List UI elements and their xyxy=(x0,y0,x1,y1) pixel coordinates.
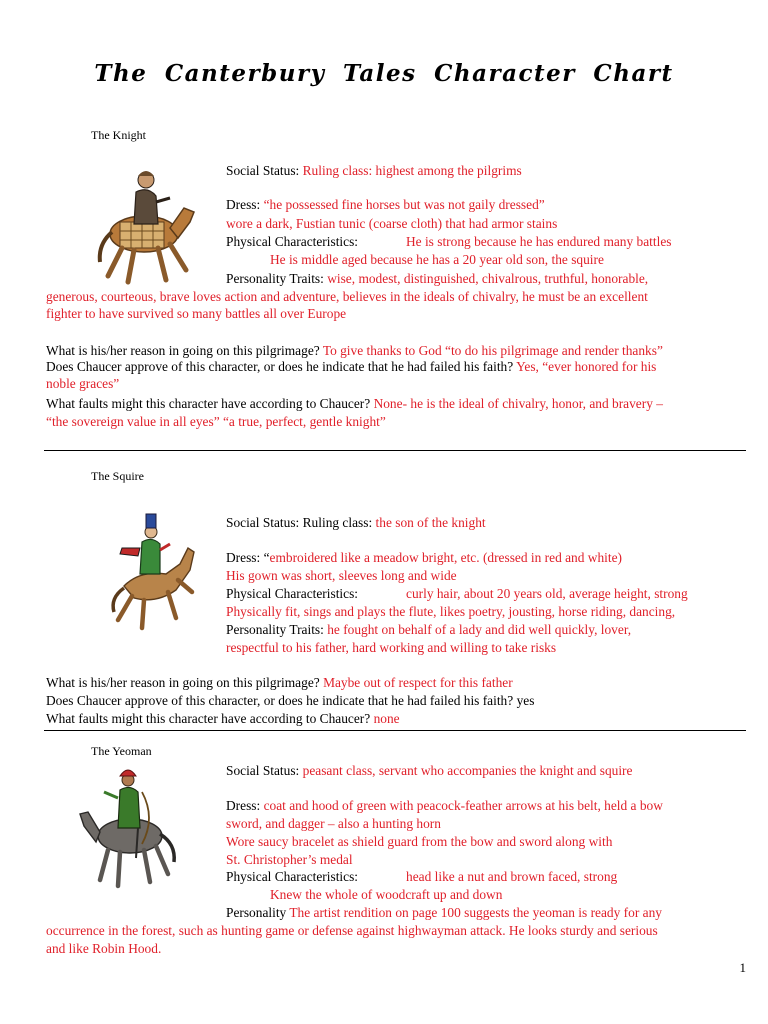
dress-label: Dress: xyxy=(226,197,264,212)
answer-text: None- he is the ideal of chivalry, honor, and bravery – xyxy=(373,396,663,411)
social-status-value: peasant class, servant who accompanies the knight and squire xyxy=(302,763,633,778)
squire-question-faults xyxy=(46,710,400,727)
yeoman-personality-2: occurrence in the forest, such as hunting game or defense against highwayman attack. He looks sturdy and serious xyxy=(46,923,658,938)
answer-text: Maybe out of respect for this father xyxy=(323,675,513,690)
squire-name: The Squire xyxy=(91,469,144,483)
question-text: Does Chaucer approve of this character, or does he indicate that he had failed his faith? xyxy=(46,359,517,374)
section-divider xyxy=(44,450,746,451)
dress-value: “he possessed fine horses but was not gaily dressed” xyxy=(263,197,545,212)
squire-dress-2: His gown was short, sleeves long and wide xyxy=(226,568,457,583)
squire-social-status xyxy=(226,514,486,531)
yeoman-physical-1: head like a nut and brown faced, strong xyxy=(406,869,618,884)
yeoman-physical-2: Knew the whole of woodcraft up and down xyxy=(270,887,503,902)
knight-answer-faults-2: “the sovereign value in all eyes” “a true, perfect, gentle knight” xyxy=(46,414,386,429)
yeoman-dress-3: Wore saucy bracelet as shield guard from the bow and sword along with xyxy=(226,834,613,849)
squire-physical-2: Physically fit, sings and plays the flute, likes poetry, jousting, horse riding, dancing, xyxy=(226,604,676,619)
squire-dress xyxy=(226,549,622,566)
knight-question-faults xyxy=(46,395,663,412)
yeoman-personality xyxy=(226,904,662,921)
squire-question-approve xyxy=(46,692,534,709)
answer-text: To give thanks to God “to do his pilgrimage and render thanks” xyxy=(322,343,663,358)
knight-question-reason xyxy=(46,342,663,359)
yeoman-name: The Yeoman xyxy=(91,744,152,758)
knight-physical-1: He is strong because he has endured many battles xyxy=(406,234,672,249)
question-text: What faults might this character have according to Chaucer? xyxy=(46,396,374,411)
knight-personality-3: fighter to have survived so many battles all over Europe xyxy=(46,306,347,321)
question-text: What is his/her reason in going on this pilgrimage? xyxy=(46,343,323,358)
yeoman-personality-3: and like Robin Hood. xyxy=(46,941,162,956)
knight-answer-approve-2: noble graces” xyxy=(46,376,120,391)
personality-value: wise, modest, distinguished, chivalrous, truthful, honorable, xyxy=(327,271,649,286)
knight-personality-2: generous, courteous, brave loves action and adventure, believes in the ideals of chivalry, he must be an excellent xyxy=(46,289,648,304)
page-number: 1 xyxy=(739,960,746,975)
yeoman-illustration xyxy=(78,762,188,892)
yeoman-dress xyxy=(226,797,663,814)
social-status-label: Social Status: Ruling class: xyxy=(226,515,376,530)
squire-question-reason xyxy=(46,674,513,691)
personality-value: The artist rendition on page 100 suggests the yeoman is ready for any xyxy=(289,905,662,920)
squire-personality-2: respectful to his father, hard working and willing to take risks xyxy=(226,640,557,655)
personality-label: Personality Traits: xyxy=(226,622,328,637)
knight-dress xyxy=(226,196,545,213)
yeoman-dress-4: St. Christopher’s medal xyxy=(226,852,353,867)
social-status-value: Ruling class: highest among the pilgrims xyxy=(302,163,522,178)
squire-illustration xyxy=(104,508,196,634)
yeoman-dress-2: sword, and dagger – also a hunting horn xyxy=(226,816,441,831)
knight-question-approve xyxy=(46,358,656,375)
knight-illustration xyxy=(86,152,206,292)
dress-value: coat and hood of green with peacock-feather arrows at his belt, held a bow xyxy=(263,798,663,813)
question-text: What faults might this character have according to Chaucer? xyxy=(46,711,374,726)
personality-label: Personality xyxy=(226,905,290,920)
answer-text: Yes, “ever honored for his xyxy=(516,359,657,374)
question-text: Does Chaucer approve of this character, or does he indicate that he had failed his faith? xyxy=(46,693,517,708)
section-divider xyxy=(44,730,746,731)
knight-personality xyxy=(226,270,648,287)
knight-dress-2: wore a dark, Fustian tunic (coarse cloth) that had armor stains xyxy=(226,216,558,231)
personality-label: Personality Traits: xyxy=(226,271,328,286)
page-title: The Canterbury Tales Character Chart xyxy=(94,60,674,87)
knight-social-status xyxy=(226,162,522,179)
knight-name: The Knight xyxy=(91,128,146,142)
question-text: What is his/her reason in going on this pilgrimage? xyxy=(46,675,324,690)
dress-value: embroidered like a meadow bright, etc. (dressed in red and white) xyxy=(269,550,623,565)
knight-physical-label: Physical Characteristics: xyxy=(226,234,359,249)
yeoman-social-status xyxy=(226,762,632,779)
personality-value: he fought on behalf of a lady and did well quickly, lover, xyxy=(327,622,632,637)
knight-physical-2: He is middle aged because he has a 20 year old son, the squire xyxy=(270,252,604,267)
dress-label: Dress: “ xyxy=(226,550,270,565)
answer-text: none xyxy=(373,711,400,726)
social-status-label: Social Status: xyxy=(226,763,303,778)
social-status-label: Social Status: xyxy=(226,163,303,178)
squire-physical-label: Physical Characteristics: xyxy=(226,586,359,601)
answer-text: yes xyxy=(516,693,535,708)
squire-physical-1: curly hair, about 20 years old, average height, strong xyxy=(406,586,688,601)
social-status-value: the son of the knight xyxy=(375,515,486,530)
yeoman-physical-label: Physical Characteristics: xyxy=(226,869,359,884)
squire-personality xyxy=(226,621,631,638)
dress-label: Dress: xyxy=(226,798,264,813)
